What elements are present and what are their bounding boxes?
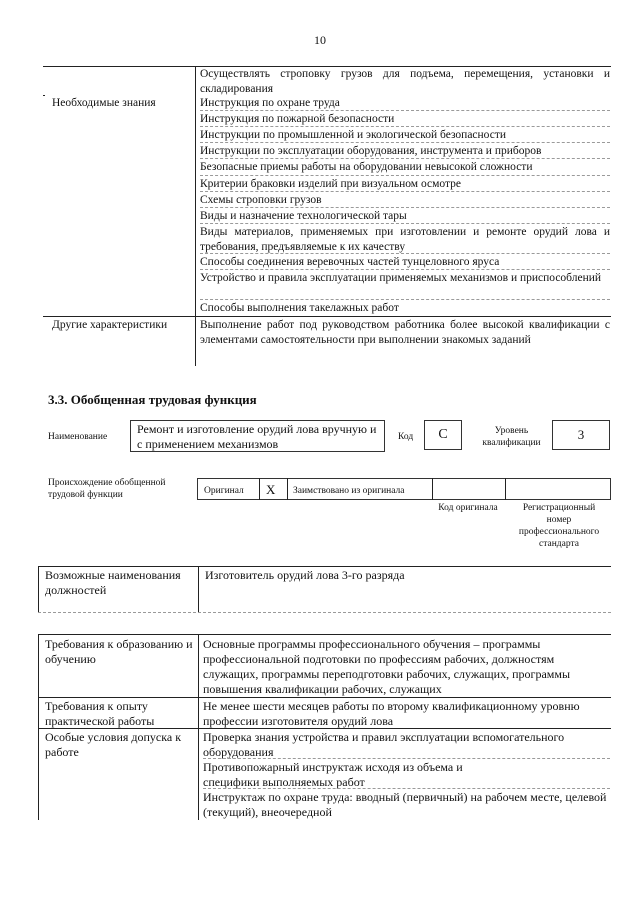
conditions-label: Особые условия допуска к работе xyxy=(45,730,182,759)
other-characteristics-label: Другие характеристики xyxy=(52,319,168,331)
page-number: 10 xyxy=(314,33,326,47)
education-label: Требования к образованию и обучению xyxy=(45,637,193,666)
other-characteristics-value: Выполнение работ под руководством работника более высокой квалификации с элементами самостоятельности при выполнении знакомых заданий xyxy=(200,319,610,346)
knowledge-item: Устройство и правила эксплуатации применяемых механизмов и приспособлений xyxy=(200,272,602,284)
section-heading: 3.3. Обобщенная трудовая функция xyxy=(48,392,257,407)
reg-number-caption: Регистрационный номер профессионального стандарта xyxy=(518,503,600,549)
conditions-item: Противопожарный инструктаж исходя из объема и специфики выполняемых работ xyxy=(203,760,463,789)
education-value: Основные программы профессионального обучения – программы профессиональной подготовки по профессиям рабочих, должностям служащих, программы переподготовки рабочих, служащих, программы повышения квалификации рабочих, служащих xyxy=(203,637,571,696)
experience-label: Требования к опыту практической работы xyxy=(45,699,155,728)
knowledge-item: Безопасные приемы работы на оборудовании невысокой сложности xyxy=(200,161,533,173)
knowledge-item: Инструкции по промышленной и экологической безопасности xyxy=(200,129,507,141)
name-value: Ремонт и изготовление орудий лова вручную и с применением механизмов xyxy=(137,422,377,451)
original-label: Оригинал xyxy=(204,486,244,496)
level-value: 3 xyxy=(552,420,610,450)
knowledge-item: Способы соединения веревочных частей тунцеловного яруса xyxy=(200,256,500,268)
experience-value: Не менее шести месяцев работы по второму квалификационному уровню профессии изготовителя орудий лова xyxy=(203,699,580,728)
borrowed-label: Заимствовано из оригинала xyxy=(293,486,405,496)
knowledge-item: Схемы строповки грузов xyxy=(200,194,322,206)
name-label: Наименование xyxy=(48,432,108,442)
knowledge-item: Инструкция по пожарной безопасности xyxy=(200,113,395,125)
conditions-item: Инструктаж по охране труда: вводный (первичный) на рабочем месте, целевой (текущий), внеочередной xyxy=(203,790,607,819)
name-box xyxy=(130,420,385,452)
positions-label: Возможные наименования должностей xyxy=(45,568,181,597)
knowledge-item: Критерии браковки изделий при визуальном осмотре xyxy=(200,178,461,190)
knowledge-item: Виды материалов, применяемых при изготовлении и ремонте орудий лова и требования, предъявляемые к их качеству xyxy=(200,226,610,253)
origin-label: Происхождение обобщенной трудовой функции xyxy=(48,478,166,500)
knowledge-item: Виды и назначение технологической тары xyxy=(200,210,407,222)
code-label: Код xyxy=(398,432,414,442)
positions-value: Изготовитель орудий лова 3-го разряда xyxy=(205,568,405,582)
original-mark: X xyxy=(266,482,276,497)
knowledge-item: Инструкция по охране труда xyxy=(200,97,340,109)
code-original-caption: Код оригинала xyxy=(438,503,498,513)
knowledge-item: Инструкции по эксплуатации оборудования, инструмента и приборов xyxy=(200,145,542,157)
conditions-item: Проверка знания устройства и правил эксплуатации вспомогательного оборудования xyxy=(203,730,565,759)
knowledge-first-row: Осуществлять строповку грузов для подъема, перемещения, установки и складирования xyxy=(200,68,610,95)
level-label: Уровень квалификации xyxy=(482,426,541,448)
knowledge-label: Необходимые знания xyxy=(52,97,156,109)
code-value: С xyxy=(424,420,462,450)
knowledge-item: Способы выполнения такелажных работ xyxy=(200,302,399,314)
